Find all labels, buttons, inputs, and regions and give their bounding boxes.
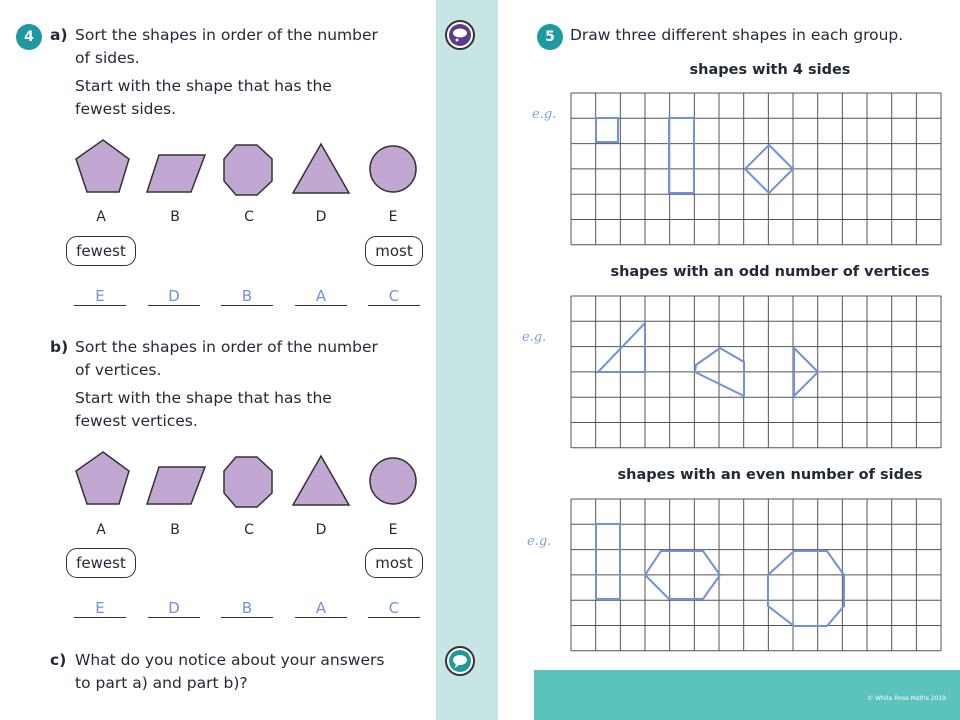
shape-label-e: E [388, 209, 398, 225]
parallelogram-icon [147, 155, 205, 192]
shape-label-c: C [244, 522, 254, 538]
fewest-pill: fewest [66, 548, 136, 578]
answer-blank[interactable]: A [295, 287, 347, 306]
shape-label-a: A [96, 209, 106, 225]
triangle-icon [293, 144, 349, 193]
fewest-pill: fewest [66, 236, 136, 266]
part-a-label: a) [50, 26, 68, 44]
answer-blank[interactable]: A [295, 599, 347, 618]
group-title-4-sides: shapes with 4 sides [689, 62, 851, 78]
shape-label-d: D [315, 209, 327, 225]
pentagon-icon [76, 452, 129, 504]
answer-blank[interactable]: E [74, 287, 126, 306]
most-pill: most [365, 548, 423, 578]
shapes-row-b [60, 448, 440, 512]
answer-blank[interactable]: B [221, 599, 273, 618]
question-number-4: 4 [16, 24, 42, 50]
drawing-grid[interactable] [570, 295, 942, 449]
circle-icon [370, 146, 416, 192]
part-c-text: What do you notice about your answers to part a) and part b)? [75, 651, 385, 692]
answer-blank[interactable]: E [74, 599, 126, 618]
drawn-octagon [768, 551, 844, 626]
shape-label-a: A [96, 522, 106, 538]
drawn-triangle [598, 323, 645, 372]
copyright: © White Rose Maths 2019 [867, 695, 946, 702]
answer-blank[interactable]: B [221, 287, 273, 306]
circle-icon [370, 458, 416, 504]
question-5-instruction: Draw three different shapes in each group. [570, 26, 904, 44]
answer-blank[interactable]: C [368, 599, 420, 618]
most-pill: most [365, 236, 423, 266]
pentagon-icon [76, 140, 129, 192]
drawn-square [596, 118, 618, 142]
parallelogram-icon [147, 467, 205, 504]
part-a-text: Sort the shapes in order of the number of sides. Start with the shape that has the fewest sides. [75, 26, 378, 118]
group-title-odd-vertices: shapes with an odd number of vertices [610, 264, 930, 280]
shape-label-d: D [315, 522, 327, 538]
part-b-text: Sort the shapes in order of the number of vertices. Start with the shape that has the fewest vertices. [75, 338, 378, 430]
shape-label-b: B [170, 209, 180, 225]
octagon-icon [224, 457, 272, 507]
answer-blank[interactable]: C [368, 287, 420, 306]
speech-bubble-icon [445, 646, 475, 676]
shape-label-e: E [388, 522, 398, 538]
part-c-label: c) [50, 651, 67, 669]
example-label: e.g. [532, 107, 557, 122]
triangle-icon [293, 456, 349, 505]
drawn-tall-rectangle [596, 524, 620, 599]
example-label: e.g. [522, 330, 547, 345]
part-b-label: b) [50, 338, 69, 356]
shape-label-c: C [244, 209, 254, 225]
page-margin [436, 0, 498, 720]
answer-blank[interactable]: D [148, 599, 200, 618]
octagon-icon [224, 145, 272, 195]
footer-bar [534, 670, 960, 720]
example-label: e.g. [527, 534, 552, 549]
shapes-row-a [60, 136, 440, 200]
drawing-grid[interactable] [570, 92, 942, 246]
drawing-grid[interactable] [570, 498, 942, 652]
shape-label-b: B [170, 522, 180, 538]
answer-blank[interactable]: D [148, 287, 200, 306]
thinking-cloud-icon [445, 20, 475, 50]
question-number-5: 5 [537, 24, 563, 50]
group-title-even-sides: shapes with an even number of sides [617, 467, 923, 483]
drawn-rectangle [669, 118, 694, 193]
